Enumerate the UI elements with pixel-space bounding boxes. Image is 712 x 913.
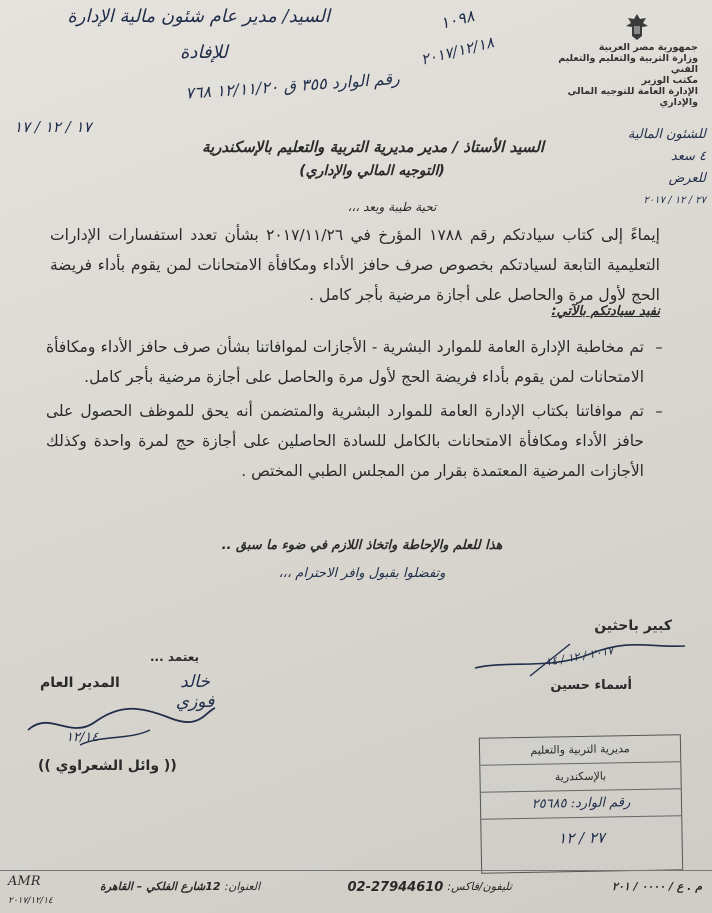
margin-note-date: ٢٧ / ١٢ / ٢٠١٧ <box>643 195 706 206</box>
incoming-number: ١٠٩٨ <box>438 6 477 33</box>
margin-note-line: ٤ سعد <box>670 149 706 164</box>
addressee-title: السيد الأستاذ / مدير مديرية التربية والتعليم بالإسكندرية <box>201 138 545 156</box>
approval-name: (( وائل الشعراوي )) <box>38 758 177 774</box>
received-stamp <box>479 734 683 874</box>
addressee-department: (التوجيه المالي والإداري) <box>299 163 445 179</box>
margin-note-line: للعرض <box>668 171 706 186</box>
incoming-date: ٢٠١٧/١٢/١٨ <box>418 33 496 69</box>
footer-address-value: 12شارع الفلكي – القاهرة <box>100 880 221 893</box>
closing-line: هذا للعلم والإحاطة واتخاذ اللازم في ضوء ما سبق .. <box>221 538 503 553</box>
chief-researcher-title: كبير باحثين <box>594 618 672 634</box>
footer-address <box>100 880 260 893</box>
footer-date: ٢٠١٧/١٢/١٤ <box>8 896 53 906</box>
footer-phone-label: تليفون/فاكس: <box>447 880 512 893</box>
greeting: تحية طيبة وبعد ،،، <box>347 200 437 214</box>
closing-salutation: وتفضلوا بقبول وافر الاحترام ،،، <box>278 566 446 581</box>
handwritten-date-left: ١٧ / ١٢ / ١٧ <box>14 118 92 136</box>
approval-sign-date: ١٢/١٤ <box>66 730 99 745</box>
approval-label: يعتمد ... <box>150 650 200 664</box>
intro-paragraph: إيماءً إلى كتاب سيادتكم رقم ١٧٨٨ المؤرخ في ٢٠١٧/١١/٢٦ بشأن تعدد استفسارات الإدارات التعليمية التابعة لسيادتكم بخصوص صرف حافز الأداء ومكافأة الامتحانات لمن يقوم بأداء فريضة الحج لأول مرة والحاصل على أجازة مرضية بأجر كامل . <box>50 226 660 304</box>
footer-ref: م . ع / ٠٠٠٠ / ٢٠١ <box>612 880 702 893</box>
bullet-text: تم موافاتنا بكتاب الإدارة العامة للموارد البشرية والمتضمن أنه يحق للموظف الحصول على حافز الأداء ومكافأة الامتحانات بالكامل للسادة الحاصلين على أجازة حج لمرة واحدة وكذلك الأجازات المرضية المعتمدة بقرار من المجلس الطبي المختص . <box>46 402 644 480</box>
org-line: وزارة التربية والتعليم والتعليم الفني <box>558 53 698 75</box>
footer-phone-value: 02-27944610 <box>347 880 444 895</box>
margin-note <box>610 124 706 212</box>
org-line: الإدارة العامة للتوجيه المالي والإداري <box>567 86 698 108</box>
list-item <box>46 332 666 392</box>
footer-initials: AMR <box>8 874 41 889</box>
approval-role: المدير العام <box>40 675 120 691</box>
list-item <box>46 396 666 486</box>
chief-researcher-name: أسماء حسين <box>550 678 632 693</box>
margin-note-line: للشئون المالية <box>627 127 706 142</box>
stamp-line: مديرية التربية والتعليم <box>480 735 680 765</box>
chief-sign-date: ٢٠١٧ / ١٢ / ١٤ <box>544 644 615 669</box>
bullet-dash: – <box>655 338 663 356</box>
org-line: مكتب الوزير <box>641 75 698 86</box>
stamp-line: بالإسكندرية <box>480 762 680 792</box>
eagle-emblem-icon <box>624 12 650 42</box>
bullet-text: تم مخاطبة الإدارة العامة للموارد البشرية - الأجازات لموافاتنا بشأن صرف حافز الأداء ومكافأة الامتحانات لمن يقوم بأداء فريضة الحج لأول مرة والحاصل على أجازة مرضية بأجر كامل. <box>46 338 644 386</box>
approval-handwritten-note: خالد فوزي <box>175 672 215 712</box>
org-line: جمهورية مصر العربية <box>598 42 698 53</box>
bullet-dash: – <box>655 402 663 420</box>
handwritten-note-3: رقم الوارد ٣٥٥ ق ١٢/١١/٢٠ ٧٦٨ <box>184 68 401 103</box>
director-signature-icon <box>20 700 220 752</box>
footer-address-label: العنوان: <box>224 880 261 893</box>
handwritten-note-1: السيد/ مدير عام شئون مالية الإدارة <box>67 6 330 27</box>
notice-heading: نفيد سيادتكم بالآتي: <box>551 304 660 319</box>
handwritten-note-2: للإفادة <box>180 42 228 63</box>
stamp-line: رقم الوارد: ٢٥٦٨٥ <box>481 789 681 819</box>
stamp-date: ٢٧ / ١٢ <box>558 828 606 848</box>
footer-phone <box>348 880 513 895</box>
bullet-list <box>46 332 666 486</box>
footer-divider <box>0 870 712 871</box>
org-header <box>528 42 698 108</box>
